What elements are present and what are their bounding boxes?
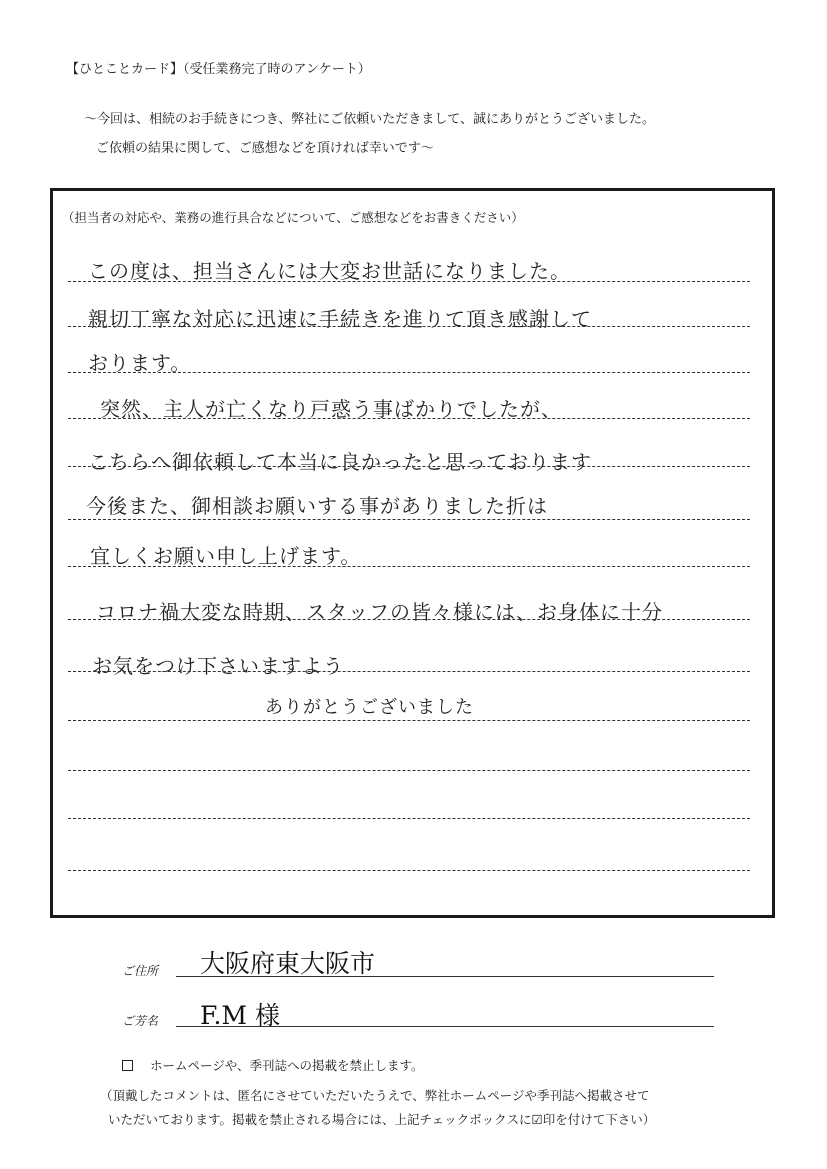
comment-line: 宜しくお願い申し上げます。 xyxy=(90,544,362,568)
intro-line-2: ご依頼の結果に関して、ご感想などを頂ければ幸いです～ xyxy=(96,141,434,156)
comment-line: 親切丁寧な対応に迅速に手続きを進りて頂き感謝して xyxy=(88,307,592,331)
comment-line: こちらへ御依頼して本当に良かったと思っております xyxy=(88,450,592,474)
writing-line xyxy=(68,566,750,567)
comment-line: 突然、主人が亡くなり戸惑う事ばかりでしたが、 xyxy=(100,397,562,421)
writing-line xyxy=(68,720,750,721)
address-label: ご住所 xyxy=(122,964,159,978)
address-value: 大阪府東大阪市 xyxy=(200,949,376,978)
writing-line xyxy=(68,372,750,373)
comment-line: 今後また、御相談お願いする事がありました折は xyxy=(86,494,548,518)
comment-line: この度は、担当さんには大変お世話になりました。 xyxy=(88,259,571,283)
margin-mark xyxy=(50,438,53,738)
intro-line-1: ～今回は、相続のお手続きにつき、弊社にご依頼いただきまして、誠にありがとうございました。 xyxy=(84,112,655,127)
writing-line xyxy=(68,466,750,467)
writing-line xyxy=(68,619,750,620)
margin-mark xyxy=(50,756,53,916)
name-underline xyxy=(176,1026,714,1027)
name-value: F.M 様 xyxy=(200,1001,280,1030)
writing-line xyxy=(68,870,750,871)
writing-line xyxy=(68,671,750,672)
writing-line xyxy=(68,326,750,327)
writing-line xyxy=(68,519,750,520)
writing-line xyxy=(68,818,750,819)
consent-note-line-1: （頂戴したコメントは、匿名にさせていただいたうえで、弊社ホームページや季刊誌へ掲載させて xyxy=(100,1088,650,1103)
publish-opt-out-label: ホームページや、季刊誌への掲載を禁止します。 xyxy=(150,1058,424,1073)
address-underline xyxy=(176,976,714,977)
form-title: 【ひとことカード】（受任業務完了時のアンケート） xyxy=(66,62,371,77)
comment-line: おります。 xyxy=(88,351,192,375)
writing-line xyxy=(68,770,750,771)
writing-line xyxy=(68,281,750,282)
name-label: ご芳名 xyxy=(122,1014,159,1028)
comment-line: コロナ禍大変な時期、スタッフの皆々様には、お身体に十分 xyxy=(96,600,663,624)
writing-line xyxy=(68,418,750,419)
comment-line: お気をつけ下さいますよう xyxy=(92,654,344,678)
comment-prompt: （担当者の対応や、業務の進行具合などについて、ご感想などをお書きください） xyxy=(62,210,524,225)
consent-note-line-2: いただいております。掲載を禁止される場合には、上記チェックボックスに☑印を付けて下さい） xyxy=(108,1112,656,1127)
publish-opt-out-checkbox[interactable] xyxy=(122,1060,133,1071)
comment-line: ありがとうございました xyxy=(265,697,474,718)
